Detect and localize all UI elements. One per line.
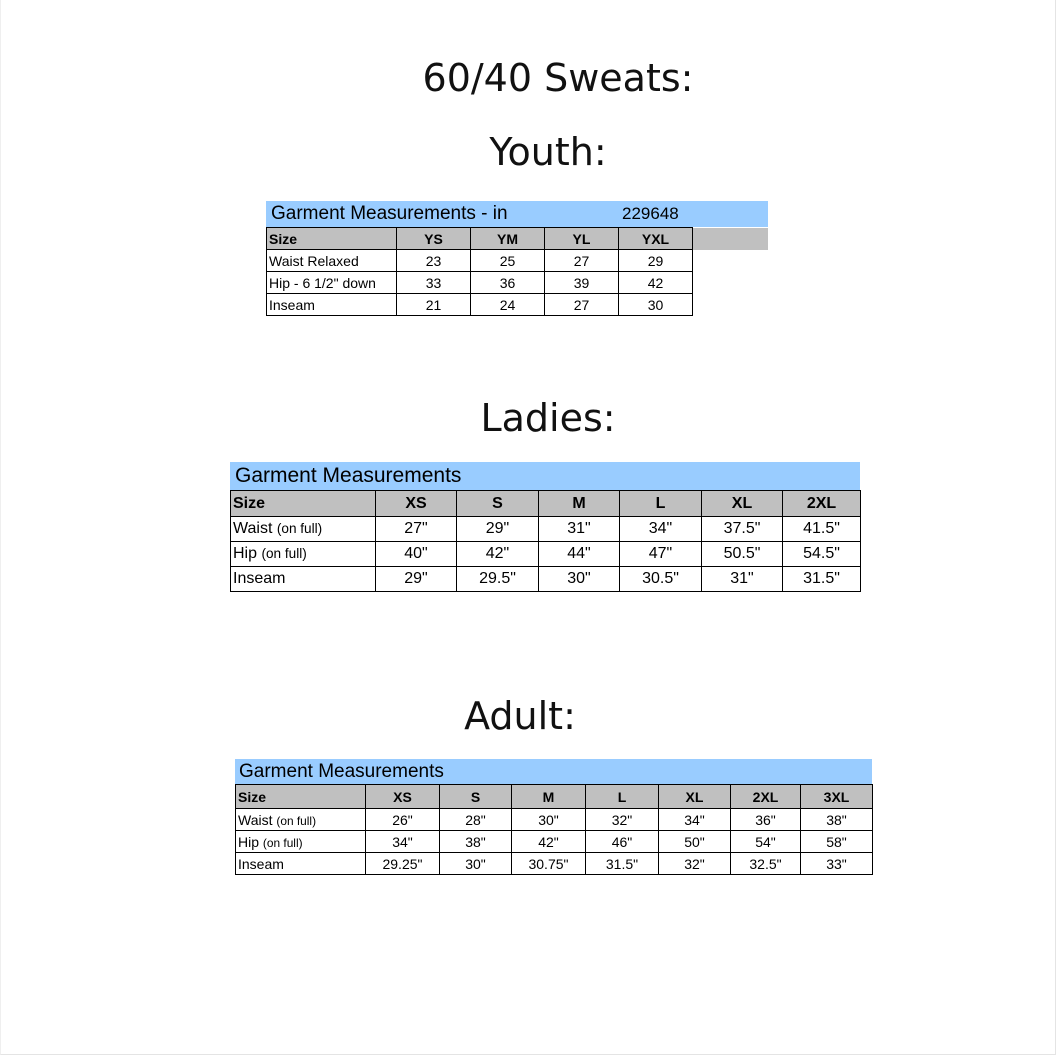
adult-row-label-qualifier: (on full): [262, 835, 303, 850]
table-row: [236, 853, 873, 875]
ladies-cell: 40": [376, 542, 457, 567]
ladies-row-label-qualifier: (on full): [261, 546, 307, 561]
ladies-row-label: [231, 567, 376, 592]
adult-column-header: Size: [236, 785, 366, 809]
ladies-cell: 50.5": [702, 542, 783, 567]
youth-cell: 36: [471, 272, 545, 294]
table-row: [267, 250, 769, 272]
adult-cell: 42": [512, 831, 586, 853]
ladies-cell: 42": [457, 542, 539, 567]
ladies-column-header: Size: [231, 491, 376, 517]
adult-cell: 29.25": [366, 853, 440, 875]
ladies-cell: 29.5": [457, 567, 539, 592]
adult-row-label-text: Inseam: [238, 855, 284, 872]
adult-size-chart: [235, 759, 873, 875]
adult-cell: 34": [659, 809, 731, 831]
ladies-size-table: [230, 490, 861, 592]
adult-column-header: XL: [659, 785, 731, 809]
adult-column-header: L: [586, 785, 659, 809]
adult-cell: 32": [586, 809, 659, 831]
ladies-column-header: 2XL: [783, 491, 861, 517]
ladies-cell: 27": [376, 517, 457, 542]
youth-cell: 33: [397, 272, 471, 294]
youth-column-header: Size: [267, 228, 397, 250]
adult-cell: 30": [440, 853, 512, 875]
adult-cell: 30.75": [512, 853, 586, 875]
table-row: [231, 517, 861, 542]
youth-row-filler: [693, 294, 769, 316]
adult-cell: 46": [586, 831, 659, 853]
youth-header-row: [267, 228, 769, 250]
ladies-cell: 34": [620, 517, 702, 542]
youth-row-label-text: Inseam: [269, 296, 315, 313]
youth-chart-title-band: [266, 201, 768, 227]
table-row: [236, 831, 873, 853]
ladies-cell: 31": [702, 567, 783, 592]
ladies-row-label-text: Waist: [233, 520, 273, 537]
table-row: [231, 567, 861, 592]
ladies-size-chart: [230, 462, 861, 592]
adult-row-label: [236, 831, 366, 853]
youth-heading: Youth:: [489, 130, 607, 174]
youth-cell: 25: [471, 250, 545, 272]
youth-cell: 23: [397, 250, 471, 272]
youth-cell: 27: [545, 250, 619, 272]
adult-cell: 26": [366, 809, 440, 831]
adult-cell: 50": [659, 831, 731, 853]
ladies-cell: 30": [539, 567, 620, 592]
ladies-chart-title: Garment Measurements: [235, 464, 462, 487]
youth-cell: 29: [619, 250, 693, 272]
ladies-cell: 54.5": [783, 542, 861, 567]
ladies-row-label-text: Hip: [233, 545, 258, 562]
adult-row-label: [236, 853, 366, 875]
adult-cell: 38": [440, 831, 512, 853]
adult-cell: 31.5": [586, 853, 659, 875]
ladies-cell: 41.5": [783, 517, 861, 542]
adult-cell: 58": [801, 831, 873, 853]
adult-column-header: S: [440, 785, 512, 809]
adult-row-label-text: Waist: [238, 811, 273, 828]
table-row: [267, 294, 769, 316]
youth-cell: 27: [545, 294, 619, 316]
youth-column-header: YS: [397, 228, 471, 250]
adult-cell: 32.5": [731, 853, 801, 875]
youth-cell: 24: [471, 294, 545, 316]
youth-row-label: [267, 294, 397, 316]
ladies-row-label: [231, 517, 376, 542]
page-title: 60/40 Sweats:: [422, 56, 694, 100]
adult-cell: 33": [801, 853, 873, 875]
ladies-chart-title-band: [230, 462, 860, 490]
adult-column-header: 3XL: [801, 785, 873, 809]
ladies-heading: Ladies:: [480, 396, 616, 440]
adult-cell: 30": [512, 809, 586, 831]
ladies-row-label-text: Inseam: [233, 570, 286, 587]
ladies-cell: 31.5": [783, 567, 861, 592]
youth-chart-code: 229648: [622, 204, 679, 223]
youth-row-label: [267, 250, 397, 272]
table-row: [231, 542, 861, 567]
youth-cell: 30: [619, 294, 693, 316]
adult-cell: 38": [801, 809, 873, 831]
adult-cell: 34": [366, 831, 440, 853]
table-row: [236, 809, 873, 831]
ladies-column-header: M: [539, 491, 620, 517]
adult-cell: 28": [440, 809, 512, 831]
youth-size-table: [266, 227, 769, 316]
ladies-row-label-qualifier: (on full): [276, 521, 323, 536]
adult-column-header: 2XL: [731, 785, 801, 809]
youth-column-header: YL: [545, 228, 619, 250]
youth-row-filler: [693, 250, 769, 272]
youth-header-filler: [693, 228, 769, 250]
adult-row-label-text: Hip: [238, 833, 260, 850]
adult-chart-title-band: [235, 759, 872, 784]
ladies-cell: 29": [376, 567, 457, 592]
adult-column-header: XS: [366, 785, 440, 809]
youth-chart-title: Garment Measurements - in: [271, 203, 508, 224]
youth-cell: 39: [545, 272, 619, 294]
adult-cell: 32": [659, 853, 731, 875]
adult-chart-title: Garment Measurements: [239, 761, 444, 782]
ladies-column-header: XL: [702, 491, 783, 517]
ladies-cell: 30.5": [620, 567, 702, 592]
adult-column-header: M: [512, 785, 586, 809]
youth-column-header: YM: [471, 228, 545, 250]
adult-cell: 36": [731, 809, 801, 831]
ladies-row-label: [231, 542, 376, 567]
youth-row-filler: [693, 272, 769, 294]
youth-row-label-text: Waist Relaxed: [269, 252, 359, 269]
adult-size-table: [235, 784, 873, 875]
ladies-cell: 44": [539, 542, 620, 567]
youth-cell: 21: [397, 294, 471, 316]
youth-row-label-text: Hip - 6 1/2" down: [269, 274, 376, 291]
ladies-column-header: XS: [376, 491, 457, 517]
ladies-cell: 29": [457, 517, 539, 542]
ladies-cell: 37.5": [702, 517, 783, 542]
adult-cell: 54": [731, 831, 801, 853]
youth-size-chart: [266, 201, 769, 316]
ladies-column-header: S: [457, 491, 539, 517]
adult-header-row: [236, 785, 873, 809]
ladies-cell: 47": [620, 542, 702, 567]
youth-cell: 42: [619, 272, 693, 294]
adult-heading: Adult:: [464, 694, 576, 738]
adult-row-label: [236, 809, 366, 831]
youth-row-label: [267, 272, 397, 294]
adult-row-label-qualifier: (on full): [276, 813, 317, 828]
youth-column-header: YXL: [619, 228, 693, 250]
ladies-cell: 31": [539, 517, 620, 542]
table-row: [267, 272, 769, 294]
ladies-column-header: L: [620, 491, 702, 517]
ladies-header-row: [231, 491, 861, 517]
